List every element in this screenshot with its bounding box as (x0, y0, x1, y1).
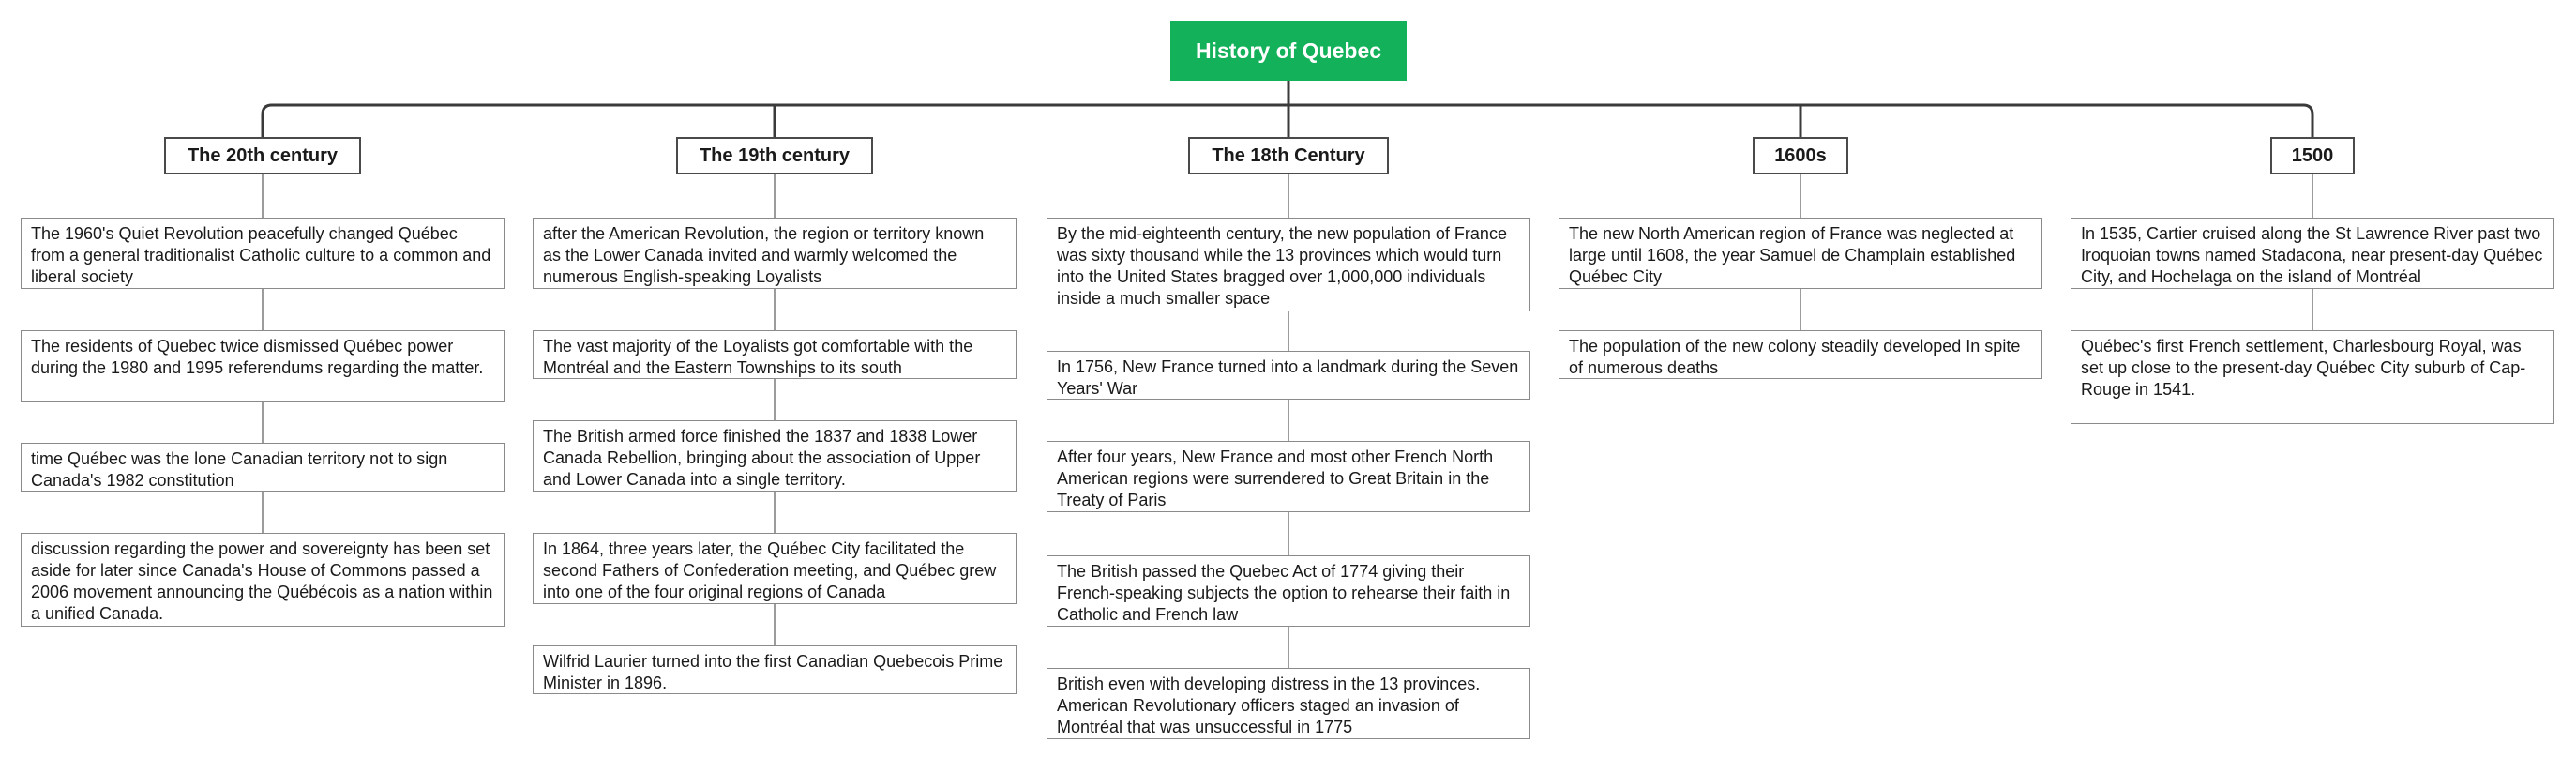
subtopic[interactable]: The 1960's Quiet Revolution peacefully changed Québec from a general traditionalist Catholic culture to a common and liberal society (21, 218, 505, 289)
branch-topic-1500[interactable]: 1500 (2270, 137, 2355, 174)
subtopic[interactable]: after the American Revolution, the region or territory known as the Lower Canada invited and warmly welcomed the numerous English-speaking Loyalists (533, 218, 1017, 289)
subtopic[interactable]: Québec's first French settlement, Charlesbourg Royal, was set up close to the present-day Québec City suburb of Cap-Rouge in 1541. (2071, 330, 2554, 424)
subtopic[interactable]: discussion regarding the power and sovereignty has been set aside for later since Canada's House of Commons passed a 2006 movement announcing the Québécois as a nation within a unified Canada. (21, 533, 505, 627)
branch-topic-19th-century[interactable]: The 19th century (676, 137, 873, 174)
subtopic[interactable]: By the mid-eighteenth century, the new population of France was sixty thousand while the 13 provinces which would turn into the United States bragged over 1,000,000 individuals inside a much smaller space (1047, 218, 1530, 311)
subtopic[interactable]: The British passed the Quebec Act of 1774 giving their French-speaking subjects the option to rehearse their faith in Catholic and French law (1047, 555, 1530, 627)
subtopic[interactable]: Wilfrid Laurier turned into the first Canadian Quebecois Prime Minister in 1896. (533, 645, 1017, 694)
root-topic[interactable]: History of Quebec (1170, 21, 1407, 81)
subtopic[interactable]: The British armed force finished the 1837 and 1838 Lower Canada Rebellion, bringing about the association of Upper and Lower Canada into a single territory. (533, 420, 1017, 492)
subtopic[interactable]: The population of the new colony steadily developed In spite of numerous deaths (1559, 330, 2042, 379)
subtopic[interactable]: time Québec was the lone Canadian territory not to sign Canada's 1982 constitution (21, 443, 505, 492)
subtopic[interactable]: The residents of Quebec twice dismissed Québec power during the 1980 and 1995 referendums regarding the matter. (21, 330, 505, 402)
branch-topic-1600s[interactable]: 1600s (1753, 137, 1848, 174)
subtopic[interactable]: In 1864, three years later, the Québec City facilitated the second Fathers of Confederation meeting, and Québec grew into one of the four original regions of Canada (533, 533, 1017, 604)
subtopic[interactable]: In 1535, Cartier cruised along the St Lawrence River past two Iroquoian towns named Stadacona, near present-day Québec City, and Hochelaga on the island of Montréal (2071, 218, 2554, 289)
subtopic[interactable]: After four years, New France and most other French North American regions were surrendered to Great Britain in the Treaty of Paris (1047, 441, 1530, 512)
subtopic[interactable]: The vast majority of the Loyalists got comfortable with the Montréal and the Eastern Townships to its south (533, 330, 1017, 379)
subtopic[interactable]: British even with developing distress in the 13 provinces. American Revolutionary officers staged an invasion of Montréal that was unsuccessful in 1775 (1047, 668, 1530, 739)
subtopic[interactable]: In 1756, New France turned into a landmark during the Seven Years' War (1047, 351, 1530, 400)
branch-topic-20th-century[interactable]: The 20th century (164, 137, 361, 174)
branch-topic-18th-century[interactable]: The 18th Century (1188, 137, 1389, 174)
subtopic[interactable]: The new North American region of France was neglected at large until 1608, the year Samuel de Champlain established Québec City (1559, 218, 2042, 289)
